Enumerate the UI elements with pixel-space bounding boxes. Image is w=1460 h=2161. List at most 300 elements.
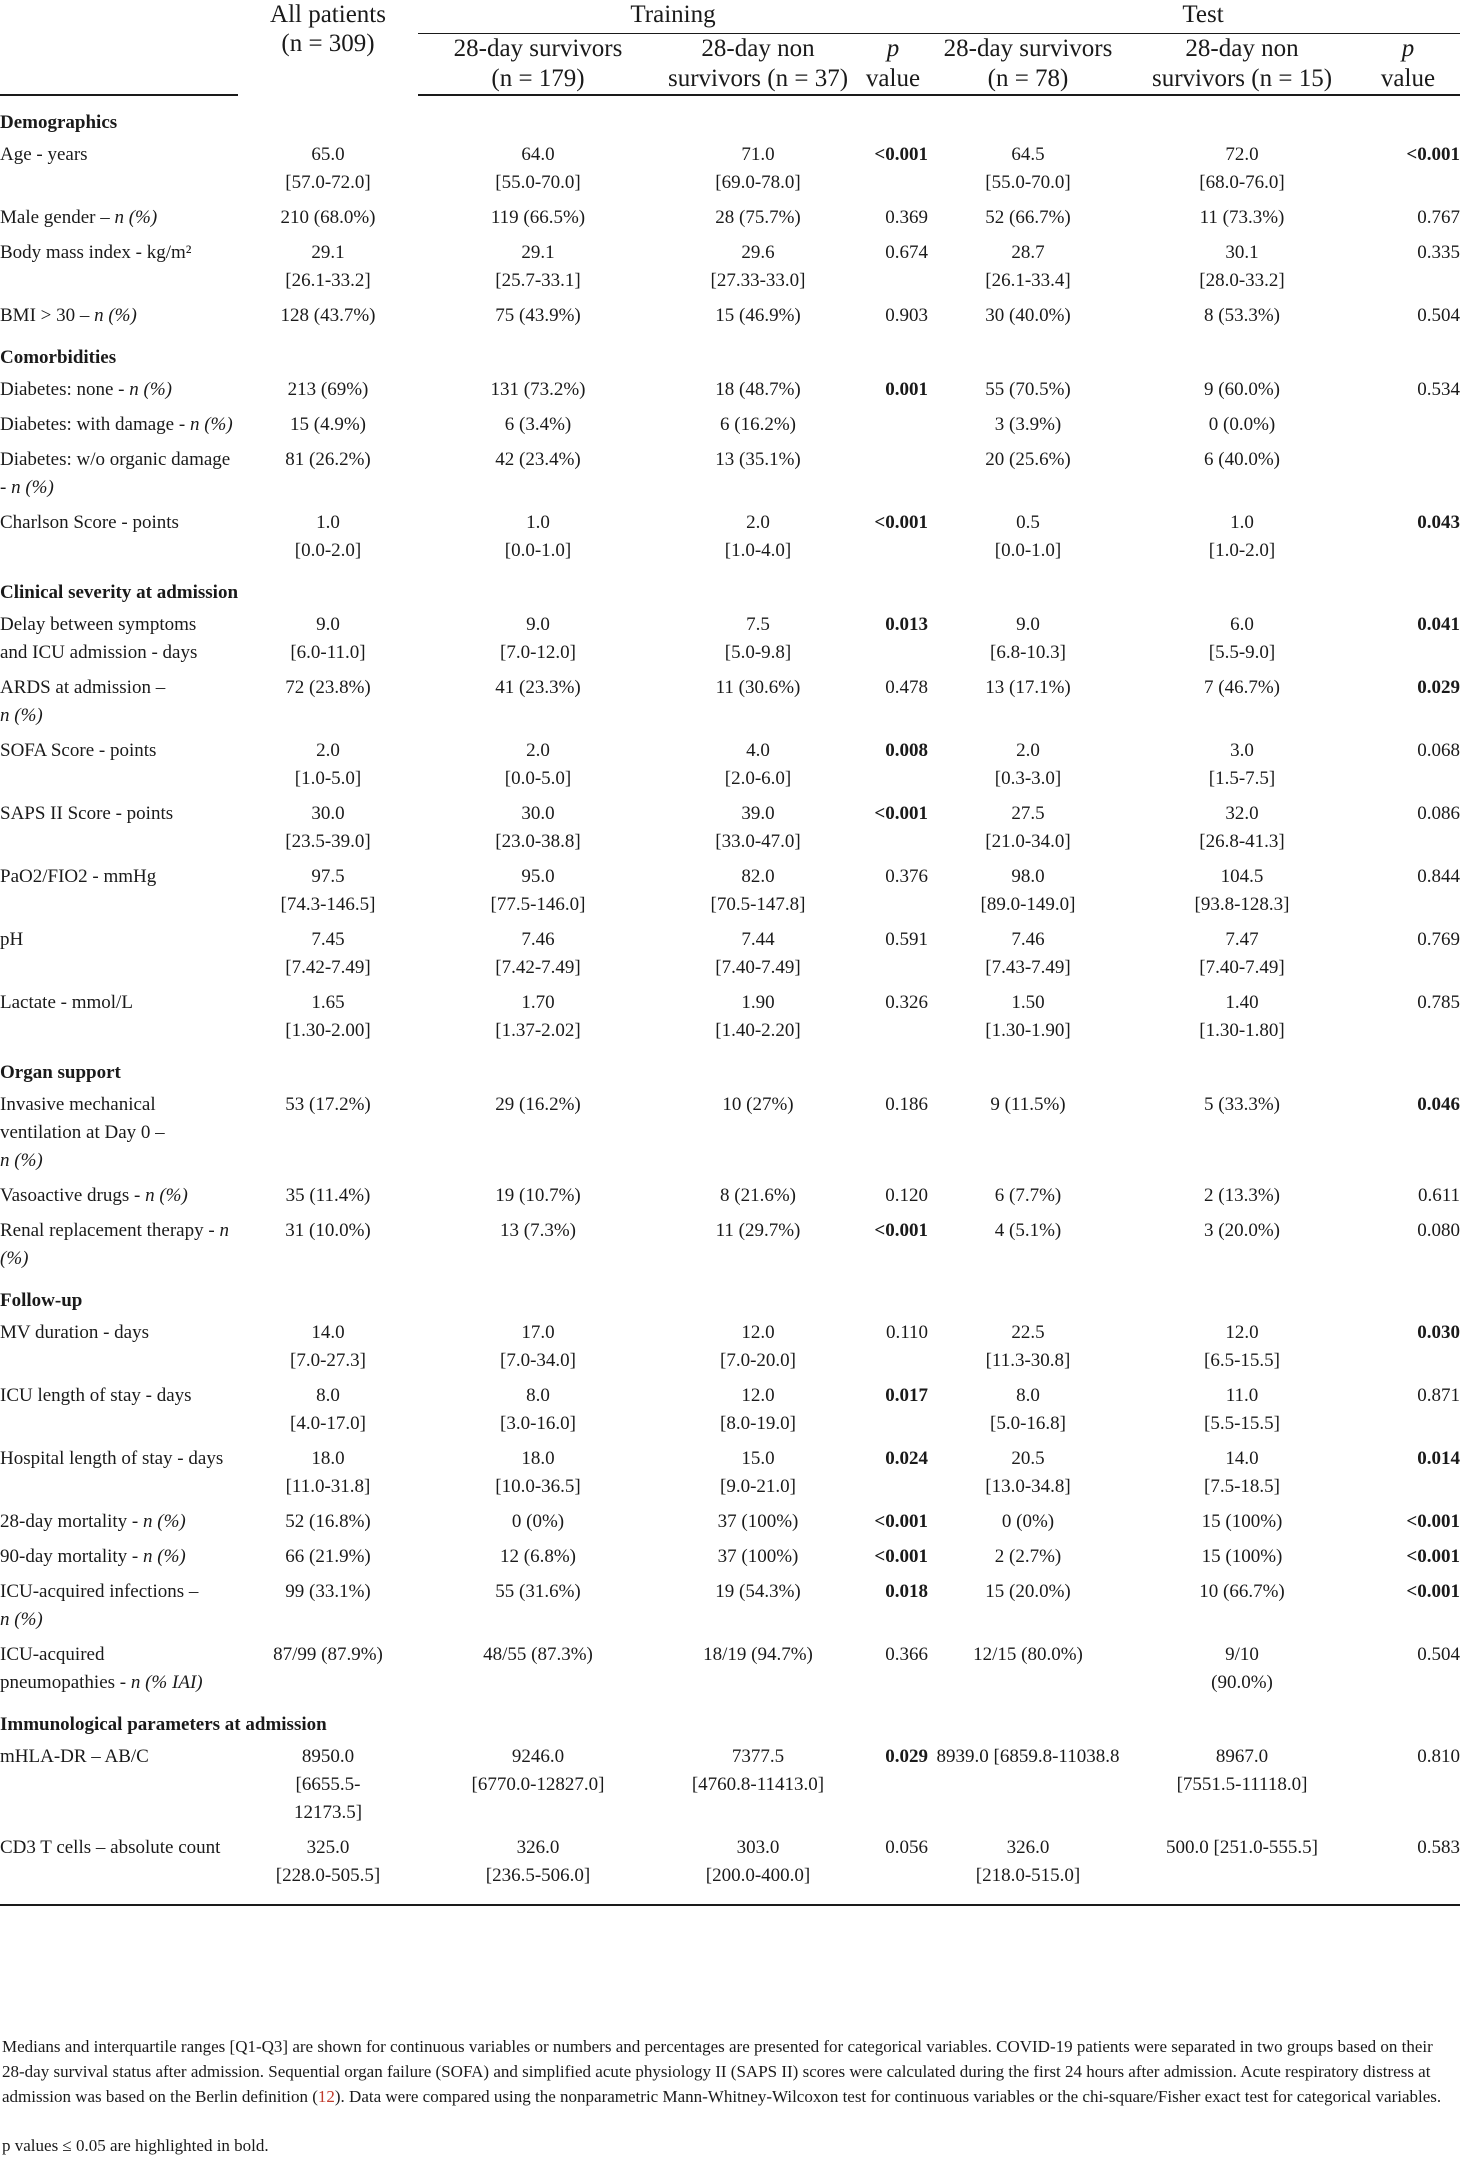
tes-line-1: 20 (25.6%) (985, 449, 1071, 470)
trn-line-1: 10 (27%) (722, 1094, 794, 1115)
row-label-unit: n (%) (11, 477, 54, 498)
row-label-text: Age - years (0, 144, 88, 165)
cell-test-pvalue: 0.086 (1417, 803, 1460, 824)
cell-train-nonsurvivors (658, 1641, 858, 1704)
all-line-1: 9.0 (316, 614, 340, 635)
trn-line-2: [2.0-6.0] (724, 768, 792, 789)
row-label-line-1: Renal replacement therapy - n (0, 1220, 229, 1241)
all-line-1: 99 (33.1%) (285, 1581, 371, 1602)
cell-train-nonsurvivors (658, 1217, 858, 1280)
all-line-2: [7.0-27.3] (290, 1350, 366, 1371)
cell-train-nonsurvivors (658, 1091, 858, 1182)
row-label-line-2 (0, 1606, 238, 1634)
tes-line-2: [0.0-1.0] (994, 540, 1062, 561)
ten-line-1: 72.0 (1225, 144, 1259, 165)
trn-line-1: 1.90 (741, 992, 775, 1013)
trn-line-2: [7.0-20.0] (720, 1350, 796, 1371)
tes-line-1: 64.5 (1011, 144, 1045, 165)
cell-all-patients (238, 1319, 418, 1382)
section-row (0, 1052, 1460, 1091)
all-line-2: [0.0-2.0] (294, 540, 362, 561)
cell-train-pvalue: 0.591 (885, 929, 928, 950)
tes-line-1: 0 (0%) (1001, 1511, 1055, 1532)
cell-train-survivors (418, 446, 658, 509)
cell-test-survivors (928, 141, 1128, 204)
cell-test-pvalue: 0.068 (1417, 740, 1460, 761)
cell-train-survivors (418, 1217, 658, 1280)
header-test-pvalue (1356, 34, 1460, 96)
trn-line-2: [8.0-19.0] (720, 1413, 796, 1434)
trs-line-1: 7.46 (521, 929, 555, 950)
table-row (0, 1641, 1460, 1704)
row-label (0, 302, 238, 337)
trs-line-2: [55.0-70.0] (495, 172, 581, 193)
row-label (0, 1641, 238, 1704)
all-line-1: 8.0 (316, 1385, 340, 1406)
tes-line-2: [11.3-30.8] (985, 1350, 1071, 1371)
cell-test-nonsurvivors (1128, 1834, 1356, 1905)
row-label-text: Vasoactive drugs - (0, 1185, 146, 1206)
trn-line-1: 7.44 (741, 929, 775, 950)
section-heading: Organ support (0, 1062, 121, 1083)
row-label-unit: n (%) (94, 305, 137, 326)
ten-line-1: 7.47 (1225, 929, 1259, 950)
cell-all-patients (238, 1091, 418, 1182)
cell-train-survivors (418, 1578, 658, 1641)
row-label-unit: n (%) (0, 705, 43, 726)
row-label (0, 446, 238, 509)
cell-test-pvalue: <0.001 (1406, 144, 1460, 165)
header-train-pvalue (858, 34, 928, 96)
cell-train-pvalue: 0.478 (885, 677, 928, 698)
tes-line-2: [26.1-33.4] (985, 270, 1071, 291)
trn-line-2: [33.0-47.0] (715, 831, 801, 852)
cell-train-pvalue: <0.001 (874, 144, 928, 165)
tes-line-1: 326.0 (1006, 1837, 1050, 1858)
footnote-reference-link[interactable]: 12 (317, 2087, 335, 2106)
cell-all-patients (238, 509, 418, 572)
row-label (0, 926, 238, 989)
row-label (0, 1543, 238, 1578)
cell-test-pvalue: 0.041 (1417, 614, 1460, 635)
row-label-line-1: Delay between symptoms (0, 614, 197, 635)
cell-test-nonsurvivors (1128, 926, 1356, 989)
cell-train-nonsurvivors (658, 1543, 858, 1578)
trn-line-1: 2.0 (746, 512, 770, 533)
ten-line-2: (90.0%) (1211, 1672, 1273, 1693)
trn-line-1: 6 (16.2%) (720, 414, 796, 435)
ten-line-1: 2 (13.3%) (1204, 1185, 1280, 1206)
cell-train-survivors (418, 611, 658, 674)
row-label-line-2: (%) (0, 1248, 29, 1269)
cell-test-survivors (928, 1445, 1128, 1508)
trn-line-1: 37 (100%) (717, 1511, 799, 1532)
cell-train-nonsurvivors (658, 141, 858, 204)
cell-train-pvalue: 0.366 (885, 1644, 928, 1665)
trs-line-2: [6770.0-12827.0] (471, 1774, 605, 1795)
tes-line-2: [55.0-70.0] (985, 172, 1071, 193)
tes-line-1: 8.0 (1016, 1385, 1040, 1406)
row-label-text: 90-day mortality - (0, 1546, 143, 1567)
all-line-2: [7.42-7.49] (285, 957, 371, 978)
table-row (0, 674, 1460, 737)
table-row (0, 1217, 1460, 1280)
cell-train-nonsurvivors (658, 674, 858, 737)
ten-line-1: 8 (53.3%) (1204, 305, 1280, 326)
cell-test-survivors (928, 204, 1128, 239)
all-line-1: 30.0 (311, 803, 345, 824)
all-line-3: 12173.5] (293, 1802, 363, 1823)
trn-line-1: 7377.5 (731, 1746, 785, 1767)
header-training: Training (418, 0, 928, 34)
section-heading: Comorbidities (0, 347, 117, 368)
tes-line-1: 22.5 (1011, 1322, 1045, 1343)
row-label-text: Diabetes: with damage - (0, 414, 190, 435)
row-label-text: Body mass index - kg/m² (0, 242, 192, 263)
table-row (0, 1743, 1460, 1834)
tes-line-1: 0.5 (1016, 512, 1040, 533)
row-label-unit: n (219, 1220, 229, 1241)
cell-test-pvalue: 0.769 (1417, 929, 1460, 950)
cell-test-nonsurvivors (1128, 1382, 1356, 1445)
tes-line-1: 8939.0 [6859.8-11038.8 (936, 1746, 1120, 1767)
trn-line-1: 29.6 (741, 242, 775, 263)
cell-train-nonsurvivors (658, 376, 858, 411)
trn-line-2: [7.40-7.49] (715, 957, 801, 978)
cell-test-survivors (928, 611, 1128, 674)
section-row (0, 1704, 1460, 1743)
cell-all-patients (238, 1578, 418, 1641)
all-line-2: [1.0-5.0] (294, 768, 362, 789)
cell-train-nonsurvivors (658, 737, 858, 800)
cell-train-pvalue: 0.029 (885, 1746, 928, 1767)
cell-train-nonsurvivors (658, 1445, 858, 1508)
all-line-1: 18.0 (311, 1448, 345, 1469)
table-row (0, 302, 1460, 337)
row-label-line-1: Invasive mechanical (0, 1094, 156, 1115)
tes-line-1: 15 (20.0%) (985, 1581, 1071, 1602)
trn-line-1: 28 (75.7%) (715, 207, 801, 228)
row-label-line-1: ARDS at admission – (0, 677, 166, 698)
trs-line-2: [7.0-12.0] (500, 642, 576, 663)
ten-line-1: 3.0 (1230, 740, 1254, 761)
cell-test-pvalue: 0.767 (1417, 207, 1460, 228)
cell-test-pvalue: 0.080 (1417, 1220, 1460, 1241)
all-line-1: 97.5 (311, 866, 345, 887)
trs-line-1: 9.0 (526, 614, 550, 635)
tes-line-1: 4 (5.1%) (994, 1220, 1062, 1241)
cell-train-nonsurvivors (658, 611, 858, 674)
ten-line-1: 6 (40.0%) (1204, 449, 1280, 470)
cell-all-patients (238, 1382, 418, 1445)
cell-all-patients (238, 302, 418, 337)
cell-train-pvalue: 0.674 (885, 242, 928, 263)
tes-line-1: 12/15 (80.0%) (973, 1644, 1083, 1665)
row-label-text: Male gender – (0, 207, 115, 228)
cell-test-nonsurvivors (1128, 1743, 1356, 1834)
cell-test-pvalue: 0.030 (1417, 1322, 1460, 1343)
tes-line-2: [218.0-515.0] (975, 1865, 1081, 1886)
ten-line-2: [7.40-7.49] (1199, 957, 1285, 978)
cell-all-patients (238, 863, 418, 926)
cell-test-pvalue (1356, 446, 1460, 509)
cell-test-nonsurvivors (1128, 1319, 1356, 1382)
cell-test-pvalue: 0.583 (1356, 1834, 1460, 1905)
cell-test-nonsurvivors (1128, 1091, 1356, 1182)
table-row (0, 737, 1460, 800)
cell-train-pvalue: 0.186 (885, 1094, 928, 1115)
cell-train-nonsurvivors (658, 204, 858, 239)
header-train-survivors-n: (n = 179) (491, 65, 585, 92)
header-train-survivors-label: 28-day survivors (453, 35, 623, 62)
cell-test-survivors (928, 1743, 1128, 1834)
trs-line-1: 41 (23.3%) (495, 677, 581, 698)
cell-train-pvalue: 0.013 (885, 614, 928, 635)
tes-line-1: 9 (11.5%) (990, 1094, 1066, 1115)
row-label-text: PaO2/FIO2 - mmHg (0, 866, 157, 887)
trs-line-1: 0 (0%) (511, 1511, 565, 1532)
ten-line-1: 30.1 (1225, 242, 1259, 263)
tes-line-1: 3 (3.9%) (994, 414, 1062, 435)
row-label-unit: n (%) (143, 1511, 186, 1532)
trs-line-1: 48/55 (87.3%) (483, 1644, 593, 1665)
cell-test-pvalue: 0.335 (1417, 242, 1460, 263)
ten-line-1: 9 (60.0%) (1204, 379, 1280, 400)
cell-test-nonsurvivors (1128, 446, 1356, 509)
row-label-line-1: Diabetes: w/o organic damage (0, 449, 231, 470)
cell-train-pvalue: <0.001 (874, 1220, 928, 1241)
cell-train-pvalue: 0.017 (885, 1385, 928, 1406)
cell-train-survivors (418, 1834, 658, 1905)
tes-line-1: 20.5 (1011, 1448, 1045, 1469)
row-label (0, 1182, 238, 1217)
row-label-text: Charlson Score - points (0, 512, 179, 533)
cell-test-nonsurvivors (1128, 800, 1356, 863)
row-label (0, 1834, 238, 1905)
header-test-value: value (1380, 65, 1436, 92)
cell-train-survivors (418, 1319, 658, 1382)
trs-line-2: [23.0-38.8] (495, 831, 581, 852)
trs-line-1: 17.0 (521, 1322, 555, 1343)
trn-line-2: [1.40-2.20] (715, 1020, 801, 1041)
header-train-nonsurvivors (658, 34, 858, 96)
trs-line-1: 6 (3.4%) (504, 414, 572, 435)
cell-test-nonsurvivors (1128, 611, 1356, 674)
cell-test-nonsurvivors (1128, 863, 1356, 926)
ten-line-2: [26.8-41.3] (1199, 831, 1285, 852)
cell-test-pvalue: 0.871 (1417, 1385, 1460, 1406)
cell-test-nonsurvivors (1128, 411, 1356, 446)
all-line-1: 65.0 (311, 144, 345, 165)
cell-train-survivors (418, 1508, 658, 1543)
section-heading: Clinical severity at admission (0, 582, 239, 603)
cell-all-patients (238, 411, 418, 446)
cell-train-nonsurvivors (658, 989, 858, 1052)
all-line-1: 7.45 (311, 929, 345, 950)
trs-line-1: 95.0 (521, 866, 555, 887)
trn-line-1: 19 (54.3%) (715, 1581, 801, 1602)
table-row (0, 1182, 1460, 1217)
row-label (0, 1382, 238, 1445)
cell-test-nonsurvivors (1128, 302, 1356, 337)
section-heading: Follow-up (0, 1290, 83, 1311)
all-line-1: 325.0 (306, 1837, 350, 1858)
footnote-text-1: Medians and interquartile ranges [Q1-Q3] are shown for continuous variables or numbers and percentages are presented for categorical variables. COVID-19 patients were separated in two groups based on their 28-day survival status after admission. Sequential organ failure (SOFA) and simplified acute physiology II (SAPS II) scores were calculated during the first 24 hours after admission. Acute respiratory distress at admission was based on the Berlin definition ( (2, 2037, 1433, 2106)
row-label (0, 737, 238, 800)
trn-line-2: [4760.8-11413.0] (691, 1774, 825, 1795)
tes-line-1: 7.46 (1011, 929, 1045, 950)
row-label-text: SOFA Score - points (0, 740, 157, 761)
table-row (0, 989, 1460, 1052)
header-empty-2 (0, 34, 238, 96)
cell-train-pvalue: <0.001 (874, 512, 928, 533)
trs-line-1: 29 (16.2%) (495, 1094, 581, 1115)
cell-all-patients (238, 800, 418, 863)
cell-test-survivors (928, 302, 1128, 337)
cell-all-patients (238, 737, 418, 800)
tes-line-2: [6.8-10.3] (990, 642, 1066, 663)
row-label (0, 376, 238, 411)
row-label (0, 674, 238, 737)
header-row-sub (0, 34, 1460, 96)
tes-line-1: 2.0 (1016, 740, 1040, 761)
table-row (0, 1834, 1460, 1905)
trs-line-1: 119 (66.5%) (490, 207, 586, 228)
row-label-text: MV duration - days (0, 1322, 149, 1343)
tes-line-1: 27.5 (1011, 803, 1045, 824)
cell-test-nonsurvivors (1128, 239, 1356, 302)
all-line-1: 128 (43.7%) (280, 305, 376, 326)
cell-train-pvalue: <0.001 (874, 1546, 928, 1567)
trn-line-1: 7.5 (746, 614, 770, 635)
row-label-line-1: ICU-acquired infections – (0, 1581, 199, 1602)
cell-train-pvalue: 0.369 (885, 207, 928, 228)
tes-line-1: 2 (2.7%) (994, 1546, 1062, 1567)
tes-line-1: 52 (66.7%) (985, 207, 1071, 228)
cell-train-survivors (418, 674, 658, 737)
cell-test-survivors (928, 509, 1128, 572)
cell-all-patients (238, 376, 418, 411)
all-line-1: 35 (11.4%) (285, 1185, 371, 1206)
all-line-1: 14.0 (311, 1322, 345, 1343)
row-label-text: pH (0, 929, 24, 950)
trs-line-1: 19 (10.7%) (495, 1185, 581, 1206)
row-label (0, 1217, 238, 1280)
cell-train-survivors (418, 141, 658, 204)
trn-line-1: 18 (48.7%) (715, 379, 801, 400)
trn-line-2: [5.0-9.8] (724, 642, 792, 663)
ten-line-1: 1.0 (1230, 512, 1254, 533)
all-line-1: 29.1 (311, 242, 345, 263)
header-test-nonsurvivors-n: survivors (n = 15) (1151, 65, 1333, 92)
cell-train-survivors (418, 1382, 658, 1445)
cell-test-nonsurvivors (1128, 141, 1356, 204)
cell-train-nonsurvivors (658, 1508, 858, 1543)
row-label (0, 1508, 238, 1543)
table-row (0, 141, 1460, 204)
cell-train-survivors (418, 1641, 658, 1704)
cell-train-pvalue: 0.018 (885, 1581, 928, 1602)
cell-test-survivors (928, 411, 1128, 446)
cell-all-patients (238, 1445, 418, 1508)
table-row (0, 863, 1460, 926)
header-train-p: p (886, 35, 900, 62)
row-label-unit: n (%) (145, 1185, 188, 1206)
tes-line-1: 98.0 (1011, 866, 1045, 887)
cell-train-survivors (418, 1445, 658, 1508)
cell-test-nonsurvivors (1128, 737, 1356, 800)
ten-line-2: [7551.5-11118.0] (1176, 1774, 1308, 1795)
cell-train-nonsurvivors (658, 800, 858, 863)
cell-all-patients (238, 989, 418, 1052)
cell-train-survivors (418, 1743, 658, 1834)
all-line-1: 2.0 (316, 740, 340, 761)
header-test-nonsurvivors-label: 28-day non (1185, 35, 1299, 62)
header-test-survivors-label: 28-day survivors (943, 35, 1113, 62)
cell-train-nonsurvivors (658, 446, 858, 509)
cell-train-pvalue: 0.001 (885, 379, 928, 400)
trn-line-1: 15 (46.9%) (715, 305, 801, 326)
cell-train-pvalue: 0.008 (885, 740, 928, 761)
trn-line-1: 303.0 (736, 1837, 780, 1858)
cell-test-pvalue: 0.534 (1417, 379, 1460, 400)
tes-line-2: [89.0-149.0] (980, 894, 1076, 915)
tes-line-1: 1.50 (1011, 992, 1045, 1013)
cell-all-patients (238, 239, 418, 302)
trs-line-2: [3.0-16.0] (500, 1413, 576, 1434)
cell-train-pvalue: 0.326 (885, 992, 928, 1013)
cell-test-pvalue: 0.014 (1417, 1448, 1460, 1469)
header-test-survivors-n: (n = 78) (987, 65, 1069, 92)
row-label-line-2: and ICU admission - days (0, 642, 198, 663)
table-row (0, 1382, 1460, 1445)
table-row (0, 1319, 1460, 1382)
row-label-text: mHLA-DR – AB/C (0, 1746, 149, 1767)
trs-line-2: [1.37-2.02] (495, 1020, 581, 1041)
cell-all-patients (238, 611, 418, 674)
trs-line-1: 42 (23.4%) (495, 449, 581, 470)
cell-test-pvalue: 0.504 (1417, 305, 1460, 326)
trs-line-1: 55 (31.6%) (495, 1581, 581, 1602)
section-row (0, 572, 1460, 611)
trs-line-1: 75 (43.9%) (495, 305, 581, 326)
all-line-1: 210 (68.0%) (280, 207, 376, 228)
all-line-1: 1.65 (311, 992, 345, 1013)
cell-test-nonsurvivors (1128, 509, 1356, 572)
header-all-patients (238, 0, 418, 95)
cell-train-survivors (418, 989, 658, 1052)
cell-all-patients (238, 674, 418, 737)
trs-line-2: [0.0-5.0] (504, 768, 572, 789)
ten-line-1: 3 (20.0%) (1204, 1220, 1280, 1241)
cell-train-survivors (418, 1091, 658, 1182)
cell-train-nonsurvivors (658, 1382, 858, 1445)
row-label (0, 1091, 238, 1182)
header-all-patients-label: All patients (270, 1, 386, 28)
cell-test-survivors (928, 674, 1128, 737)
all-line-2: [4.0-17.0] (290, 1413, 366, 1434)
ten-line-2: [5.5-15.5] (1204, 1413, 1280, 1434)
row-label-line-2 (0, 474, 238, 502)
section-heading: Immunological parameters at admission (0, 1714, 327, 1735)
ten-line-2: [1.0-2.0] (1208, 540, 1276, 561)
tes-line-1: 28.7 (1011, 242, 1045, 263)
cell-test-pvalue (1356, 411, 1460, 446)
ten-line-1: 14.0 (1225, 1448, 1259, 1469)
cell-train-pvalue: 0.376 (885, 866, 928, 887)
all-line-2: [11.0-31.8] (285, 1476, 371, 1497)
cell-train-survivors (418, 204, 658, 239)
